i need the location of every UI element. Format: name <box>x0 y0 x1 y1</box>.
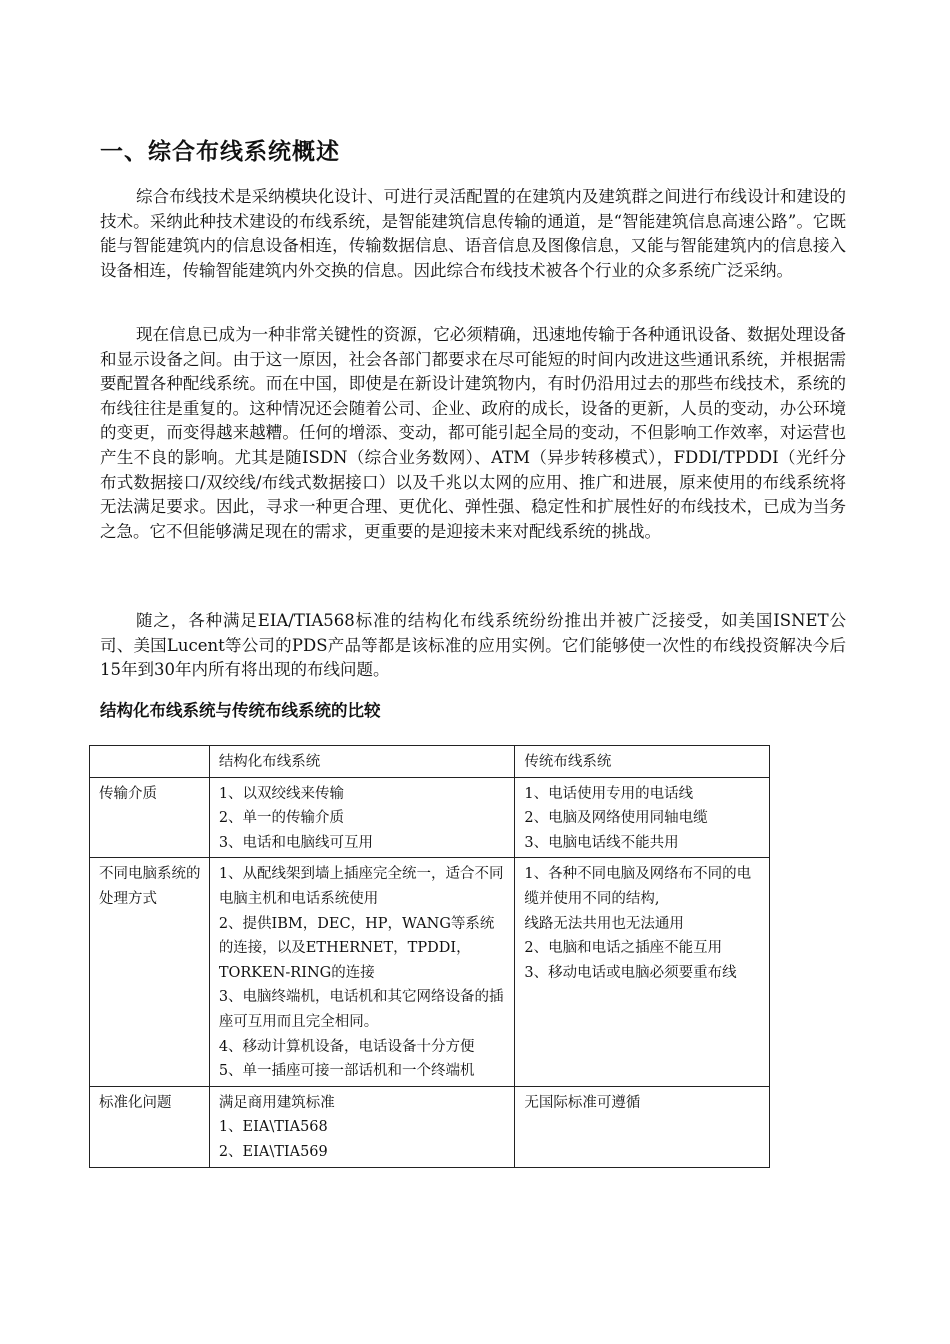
row-label: 不同电脑系统的处理方式 <box>90 858 210 1086</box>
cell-line: 2、电脑和电话之插座不能互用 <box>524 940 723 957</box>
cell-line: 2、EIA\TIA569 <box>218 1143 328 1160</box>
cell-line: 2、提供IBM，DEC，HP，WANG等系统的连接，以及ETHERNET，TPDDI，TORKEN-RING的连接 <box>218 915 495 981</box>
paragraph-background: 现在信息已成为一种非常关键性的资源，它必须精确，迅速地传输于各种通讯设备、数据处理设备和显示设备之间。由于这一原因，社会各部门都要求在尽可能短的时间内改进这些通讯系统，并根据需要配置各种配线系统。而在中国，即使是在新设计建筑物内，有时仍沿用过去的那些布线技术，系统的布线往往是重复的。这种情况还会随着公司、企业、政府的成长，设备的更新，人员的变动，办公环境的变更，而变得越来越糟。任何的增添、变动，都可能引起全局的变动，不但影响工作效率，对运营也产生不良的影响。尤其是随ISDN（综合业务数网）、ATM（异步转移模式），FDDI/TPDDI（光纤分布式数据接口/双绞线/布线式数据接口）以及千兆以太网的应用、推广和进展，原来使用的布线系统将无法满足要求。因此，寻求一种更合理、更优化、弹性强、稳定性和扩展性好的布线技术，已成为当务之急。它不但能够满足现在的需求，更重要的是迎接未来对配线系统的挑战。 <box>100 325 846 541</box>
cell-line: 2、电脑及网络使用同轴电缆 <box>524 810 708 827</box>
cell-line: 3、电脑电话线不能共用 <box>524 834 679 851</box>
comparison-table <box>89 745 770 1168</box>
structured-cell <box>209 1086 515 1167</box>
header-cell-structured: 结构化布线系统 <box>209 746 515 778</box>
cell-line: 2、单一的传输介质 <box>218 810 345 827</box>
cell-line: 1、各种不同电脑及网络布不同的电缆并使用不同的结构, <box>524 866 752 907</box>
cell-line: 1、从配线架到墙上插座完全统一，适合不同电脑主机和电话系统使用 <box>218 866 504 907</box>
header-cell-empty <box>90 746 210 778</box>
row-label: 标准化问题 <box>90 1086 210 1167</box>
section-heading: 一、综合布线系统概述 <box>100 139 340 165</box>
paragraph-overview: 综合布线技术是采纳模块化设计、可进行灵活配置的在建筑内及建筑群之间进行布线设计和建设的技术。采纳此种技术建设的布线系统，是智能建筑信息传输的通道，是“智能建筑信息高速公路”。它既能与智能建筑内的信息设备相连，传输数据信息、语音信息及图像信息，又能与智能建筑内的信息接入设备相连，传输智能建筑内外交换的信息。因此综合布线技术被各个行业的众多系统广泛采纳。 <box>100 187 846 280</box>
table-title: 结构化布线系统与传统布线系统的比较 <box>100 701 381 720</box>
cell-line: 1、EIA\TIA568 <box>218 1119 328 1136</box>
traditional-cell <box>515 1086 770 1167</box>
structured-cell <box>209 777 515 858</box>
cell-line: 3、电话和电脑线可互用 <box>218 834 374 851</box>
table-header-row <box>90 746 770 778</box>
structured-cell <box>209 858 515 1086</box>
traditional-cell <box>515 777 770 858</box>
paragraph-standard: 随之，各种满足EIA/TIA568标准的结构化布线系统纷纷推出并被广泛接受，如美国ISNET公司、美国Lucent等公司的PDS产品等都是该标准的应用实例。它们能够使一次性的布线投资解决今后15年到30年内所有将出现的布线问题。 <box>100 611 846 680</box>
header-cell-traditional: 传统布线系统 <box>515 746 770 778</box>
cell-line: 满足商用建筑标准 <box>218 1094 335 1111</box>
cell-line: 3、移动电话或电脑必须要重布线 <box>524 964 737 981</box>
cell-line: 线路无法共用也无法通用 <box>524 915 684 932</box>
table-row <box>90 777 770 858</box>
cell-line: 无国际标准可遵循 <box>524 1094 641 1111</box>
table-row <box>90 858 770 1086</box>
traditional-cell <box>515 858 770 1086</box>
cell-line: 3、电脑终端机，电话机和其它网络设备的插座可互用而且完全相同。 <box>218 989 504 1030</box>
cell-line: 4、移动计算机设备，电话设备十分方便 <box>218 1038 475 1055</box>
cell-line: 1、以双绞线来传输 <box>218 785 345 802</box>
cell-line: 5、单一插座可接一部话机和一个终端机 <box>218 1063 475 1080</box>
table-row <box>90 1086 770 1167</box>
row-label: 传输介质 <box>90 777 210 858</box>
cell-line: 1、电话使用专用的电话线 <box>524 785 694 802</box>
